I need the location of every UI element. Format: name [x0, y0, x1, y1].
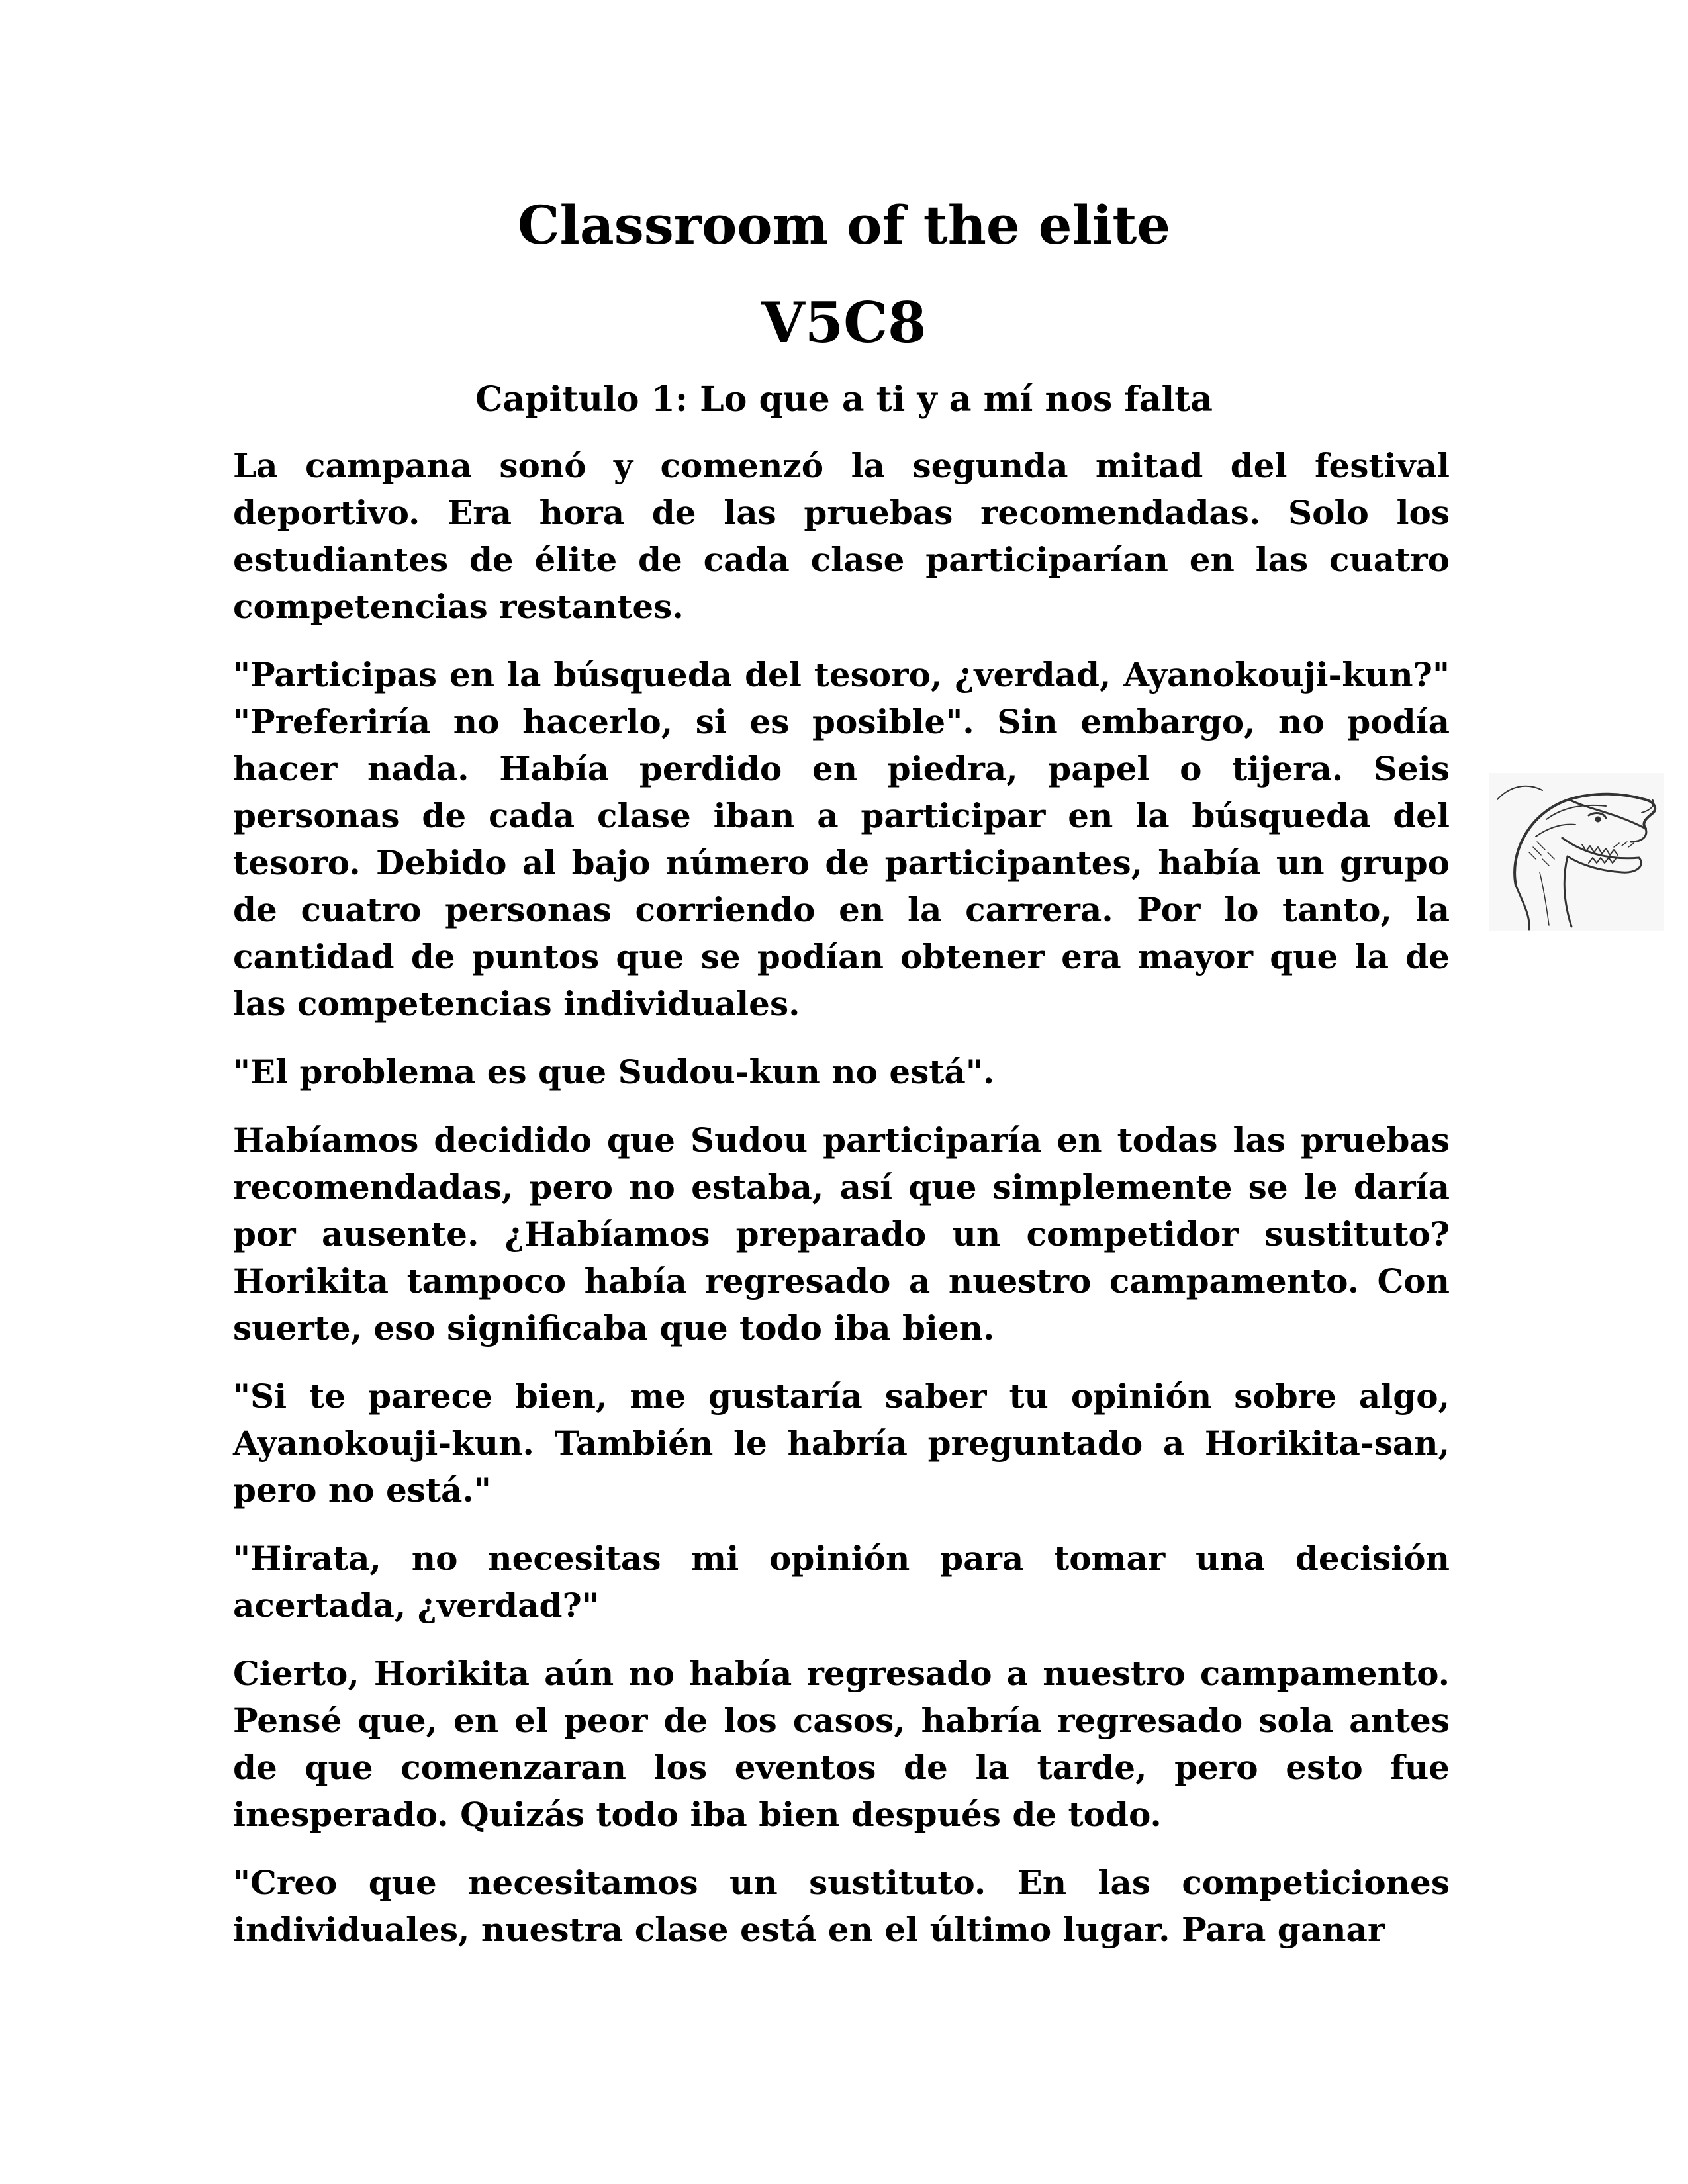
paragraph: La campana sonó y comenzó la segunda mitad del festival deportivo. Era hora de las pruebas recomendadas. Solo los estudiantes de élite de cada clase participarían en las cuatro competencias restantes.: [233, 446, 1450, 626]
paragraph: "Participas en la búsqueda del tesoro, ¿verdad, Ayanokouji-kun?" "Preferiría no hacerlo, si es posible". Sin embargo, no podía hacer nada. Había perdido en piedra, papel o tijera. Seis personas de cada clase iban a participar en la búsqueda del tesoro. Debido al bajo número de participantes, había un grupo de cuatro personas corriendo en la carrera. Por lo tanto, la cantidad de puntos que se podían obtener era mayor que la de las competencias individuales.: [233, 655, 1450, 1023]
document-title: Classroom of the elite: [517, 194, 1171, 256]
paragraph: "Creo que necesitamos un sustituto. En las competiciones individuales, nuestra clase está en el último lugar. Para ganar: [233, 1863, 1450, 1949]
volume-chapter-code: V5C8: [761, 290, 927, 355]
body-text: [233, 442, 1450, 1974]
paragraph: Habíamos decidido que Sudou participaría en todas las pruebas recomendadas, pero no estaba, así que simplemente se le daría por ausente. ¿Habíamos preparado un competidor sustituto? Horikita tampoco había regresado a nuestro campamento. Con suerte, eso significaba que todo iba bien.: [233, 1120, 1450, 1347]
chapter-heading: Capitulo 1: Lo que a ti y a mí nos falta: [475, 379, 1213, 420]
paragraph: "El problema es que Sudou-kun no está".: [233, 1052, 995, 1091]
paragraph: "Si te parece bien, me gustaría saber tu opinión sobre algo, Ayanokouji-kun. También le habría preguntado a Horikita-san, pero no está.": [233, 1377, 1450, 1510]
paragraph: Cierto, Horikita aún no había regresado a nuestro campamento. Pensé que, en el peor de los casos, habría regresado sola antes de que comenzaran los eventos de la tarde, pero esto fue inesperado. Quizás todo iba bien después de todo.: [233, 1654, 1450, 1834]
dinosaur-sketch-icon: [1489, 773, 1664, 931]
paragraph: "Hirata, no necesitas mi opinión para tomar una decisión acertada, ¿verdad?": [233, 1539, 1450, 1625]
